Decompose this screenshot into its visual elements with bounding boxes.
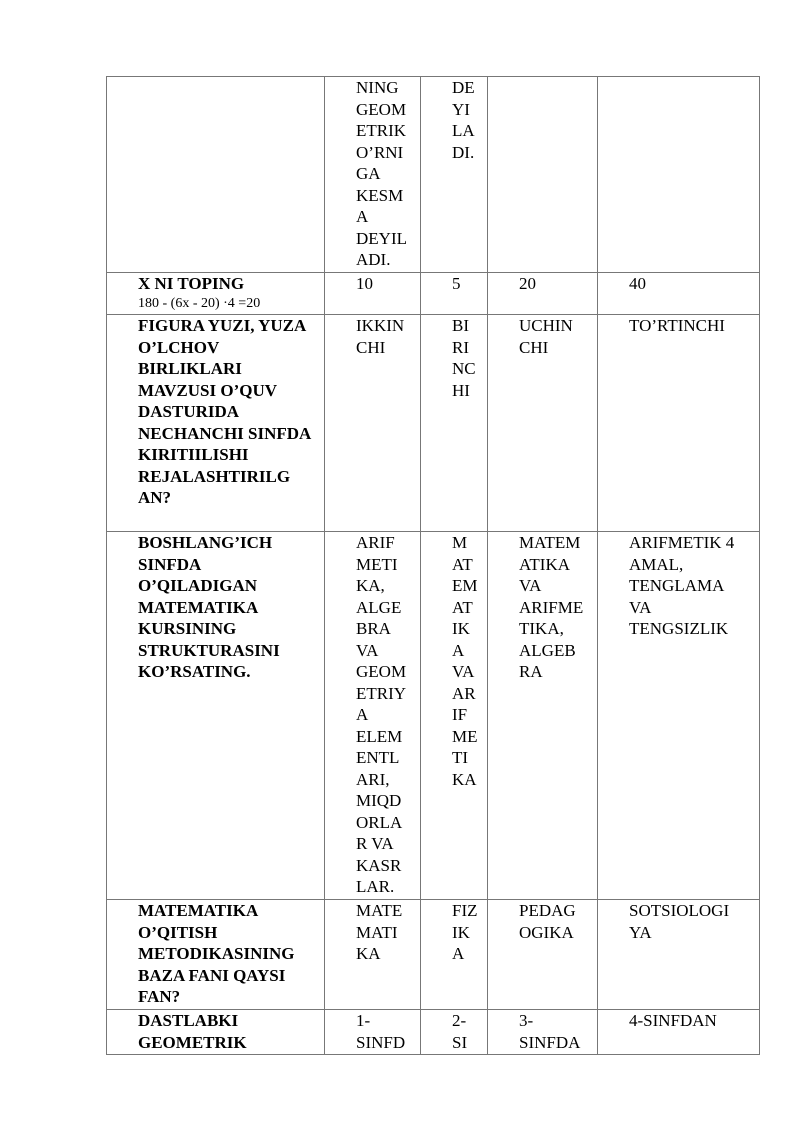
answer-text-line: 3- — [519, 1011, 534, 1030]
question-cell — [107, 273, 325, 315]
table-row — [107, 900, 760, 1010]
answer-text-line: TENGLAMA — [629, 576, 725, 595]
answer-text-line: LA — [452, 121, 475, 140]
table-row — [107, 532, 760, 900]
answer-text-line: PEDAG — [519, 901, 576, 920]
question-text: X NI TOPING — [138, 274, 245, 293]
answer-text-line: MATE — [356, 901, 403, 920]
answer-text-line: DI. — [452, 142, 475, 162]
question-cell — [107, 315, 325, 532]
answer-option-d — [598, 315, 760, 532]
answer-text-line: GA — [356, 164, 381, 183]
answer-option-d — [598, 532, 760, 900]
answer-text-line: A — [356, 207, 369, 226]
answer-text-line: GEOM — [356, 99, 407, 119]
answer-text-line: IKKIN — [356, 316, 405, 335]
answer-text-line: ELEM — [356, 726, 403, 746]
answer-text-line: MATI — [356, 922, 398, 942]
answer-option-c — [488, 315, 598, 532]
answer-option-b — [421, 900, 488, 1010]
answer-text-line: 1- — [356, 1011, 371, 1030]
question-cell — [107, 532, 325, 900]
answer-text-line: YA — [629, 922, 652, 942]
answer-text-line: RI — [452, 337, 469, 357]
question-cell — [107, 900, 325, 1010]
answer-text-line: A — [452, 640, 465, 660]
answer-text-line: SINFDA — [519, 1032, 581, 1052]
answer-option-d — [598, 1010, 760, 1055]
answer-text-line: 2- — [452, 1011, 467, 1030]
answer-text-line: KA, — [356, 576, 385, 595]
answer-text-line: AR — [452, 683, 476, 703]
answer-text-line: IK — [452, 922, 470, 942]
answer-text-line: ADI. — [356, 250, 391, 269]
answer-text-line: ENTL — [356, 748, 400, 767]
answer-text-line: KASR — [356, 855, 402, 875]
answer-text-line: 20 — [519, 274, 536, 293]
question-cell — [107, 77, 325, 273]
answer-text-line: A — [452, 944, 465, 963]
answer-option-c — [488, 273, 598, 315]
answer-option-d — [598, 900, 760, 1010]
answer-text-line: ETRIY — [356, 683, 407, 703]
question-text: DASTLABKI GEOMETRIK — [138, 1011, 247, 1052]
question-text: BOSHLANG’ICH SINFDA O’QILADIGAN MATEMATIKA KURSINING STRUKTURASINI KO’RSATING. — [138, 533, 280, 681]
answer-text-line: BI — [452, 316, 469, 335]
answer-option-a — [325, 315, 421, 532]
answer-text-line: 10 — [356, 274, 373, 293]
answer-text-line: VA — [519, 576, 542, 595]
answer-option-c — [488, 1010, 598, 1055]
answer-text-line: R VA — [356, 834, 394, 853]
answer-option-c — [488, 77, 598, 273]
answer-text-line: LAR. — [356, 877, 395, 896]
answer-text-line: KA — [356, 944, 381, 963]
answer-text-line: OGIKA — [519, 922, 574, 942]
answer-text-line: AT — [452, 597, 473, 617]
answer-text-line: UCHIN — [519, 316, 573, 335]
answer-text-line: ME — [452, 726, 478, 746]
answer-text-line: IF — [452, 705, 468, 724]
answer-text-line: TI — [452, 748, 469, 767]
answer-text-line: 5 — [452, 274, 461, 293]
answer-text-line: MATEM — [519, 533, 581, 552]
table-row — [107, 1010, 760, 1055]
table-row — [107, 77, 760, 273]
answer-text-line: HI — [452, 380, 470, 400]
answer-option-b — [421, 77, 488, 273]
answer-text-line: M — [452, 533, 468, 552]
answer-option-b — [421, 532, 488, 900]
answer-option-a — [325, 273, 421, 315]
answer-option-b — [421, 315, 488, 532]
answer-text-line: O’RNI — [356, 142, 404, 162]
answer-text-line: VA — [629, 597, 652, 617]
answer-text-line: MIQD — [356, 791, 402, 810]
table-row — [107, 273, 760, 315]
answer-option-c — [488, 900, 598, 1010]
answer-text-line: DE — [452, 78, 475, 97]
question-text: FIGURA YUZI, YUZA O’LCHOV BIRLIKLARI MAVZUSI O’QUV DASTURIDA NECHANCHI SINFDA KIRITIILISHI REJALASHTIRILG AN? — [138, 316, 311, 507]
quiz-table — [106, 76, 760, 1055]
quiz-table-body — [107, 77, 760, 1055]
answer-text-line: VA — [452, 662, 475, 681]
answer-option-d — [598, 77, 760, 273]
answer-text-line: ARIFME — [519, 597, 584, 617]
answer-text-line: NC — [452, 359, 476, 378]
answer-text-line: IK — [452, 619, 470, 638]
answer-option-d — [598, 273, 760, 315]
answer-text-line: VA — [356, 640, 379, 660]
answer-text-line: SINFD — [356, 1032, 406, 1052]
answer-text-line: SI — [452, 1032, 468, 1052]
answer-text-line: DEYIL — [356, 228, 407, 248]
answer-text-line: TO’RTINCHI — [629, 316, 725, 335]
answer-text-line: ORLA — [356, 812, 403, 832]
answer-text-line: AT — [452, 554, 473, 574]
answer-option-a — [325, 532, 421, 900]
question-cell — [107, 1010, 325, 1055]
answer-text-line: TENGSIZLIK — [629, 619, 729, 638]
answer-text-line: TIKA, — [519, 619, 564, 638]
answer-text-line: ARIF — [356, 533, 395, 552]
answer-text-line: EM — [452, 576, 478, 595]
answer-option-b — [421, 273, 488, 315]
equation: 180 - (6x - 20) ·4 =20 — [138, 295, 261, 311]
answer-text-line: 40 — [629, 274, 646, 293]
answer-text-line: A — [356, 705, 369, 724]
answer-text-line: FIZ — [452, 901, 478, 920]
answer-option-a — [325, 900, 421, 1010]
answer-option-a — [325, 1010, 421, 1055]
answer-text-line: YI — [452, 99, 470, 119]
answer-text-line: 4-SINFDAN — [629, 1011, 717, 1030]
answer-option-a — [325, 77, 421, 273]
answer-text-line: KA — [452, 769, 477, 789]
answer-text-line: ALGEB — [519, 640, 576, 660]
answer-text-line: ATIKA — [519, 554, 570, 574]
answer-text-line: ARI, — [356, 769, 390, 789]
table-row — [107, 315, 760, 532]
answer-text-line: METI — [356, 554, 398, 574]
question-text: MATEMATIKA O’QITISH METODIKASINING BAZA FANI QAYSI FAN? — [138, 901, 295, 1006]
answer-text-line: ALGE — [356, 597, 402, 617]
answer-text-line: CHI — [356, 337, 386, 357]
answer-option-c — [488, 532, 598, 900]
answer-text-line: KESM — [356, 185, 404, 205]
answer-option-b — [421, 1010, 488, 1055]
answer-text-line: ETRIK — [356, 121, 407, 140]
answer-text-line: BRA — [356, 619, 391, 638]
answer-text-line: RA — [519, 662, 543, 681]
answer-text-line: GEOM — [356, 662, 407, 681]
answer-text-line: ARIFMETIK 4 — [629, 533, 735, 552]
answer-text-line: SOTSIOLOGI — [629, 901, 730, 920]
answer-text-line: AMAL, — [629, 554, 684, 574]
answer-text-line: NING — [356, 78, 399, 97]
answer-text-line: CHI — [519, 337, 549, 357]
